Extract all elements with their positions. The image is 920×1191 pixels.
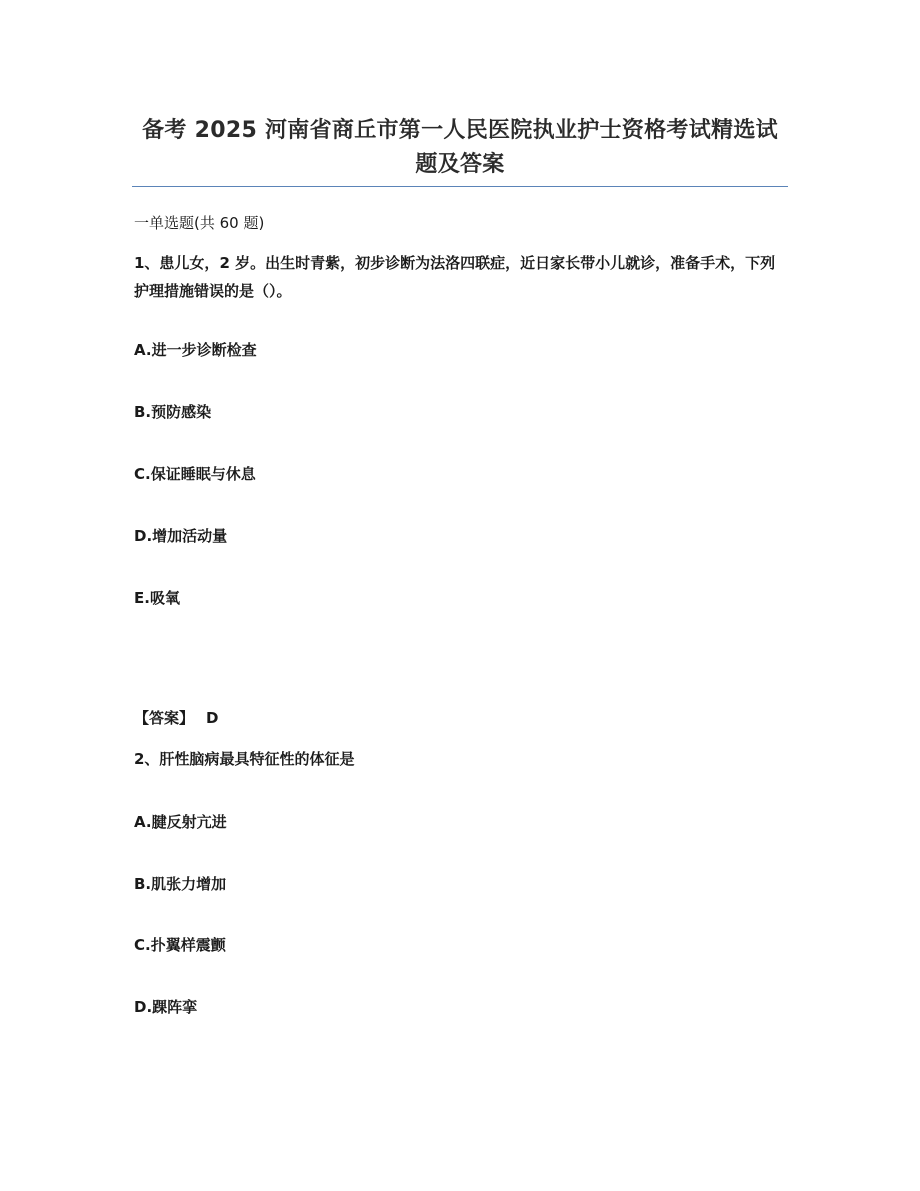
question-1-option-e: E.吸氧 (134, 589, 180, 607)
question-1-option-d: D.增加活动量 (134, 527, 228, 545)
document-title: 备考 2025 河南省商丘市第一人民医院执业护士资格考试精选试题及答案 (142, 118, 778, 177)
answer-value: D (206, 709, 219, 727)
section-heading: 一单选题(共 60 题) (134, 214, 265, 232)
title-divider (132, 186, 788, 187)
question-1-text: 1、患儿女，2 岁。出生时青紫，初步诊断为法洛四联症，近日家长带小儿就诊，准备手术，下列护理措施错误的是（）。 (134, 254, 776, 300)
answer-label: 【答案】 (134, 709, 195, 727)
question-2-option-a: A.腱反射亢进 (134, 813, 227, 831)
question-1-answer (134, 707, 218, 729)
question-1-option-c: C.保证睡眠与休息 (134, 465, 256, 483)
question-1-option-a: A.进一步诊断检查 (134, 341, 257, 359)
question-2-text: 2、肝性脑病最具特征性的体征是 (134, 750, 355, 768)
question-2-option-d: D.踝阵挛 (134, 998, 198, 1016)
question-1-option-b: B.预防感染 (134, 403, 212, 421)
question-2-option-c: C.扑翼样震颤 (134, 936, 226, 954)
question-2-option-b: B.肌张力增加 (134, 875, 227, 893)
